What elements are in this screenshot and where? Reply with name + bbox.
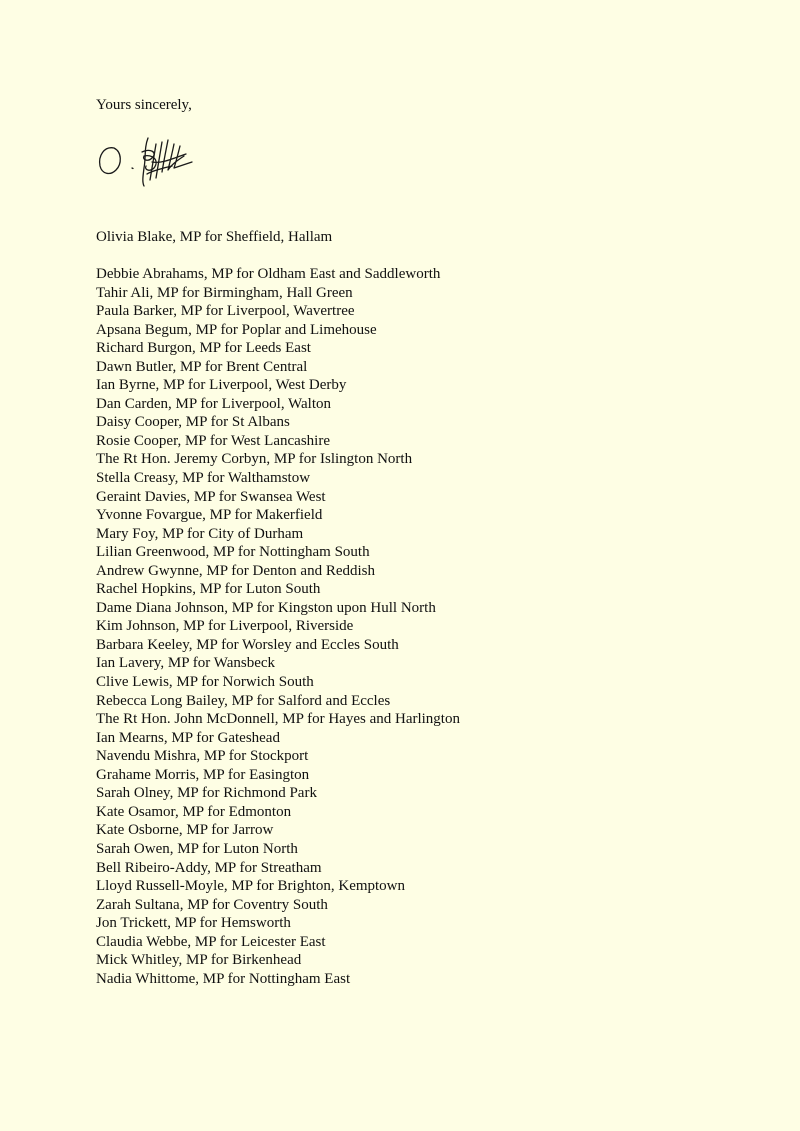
signatory-item: Geraint Davies, MP for Swansea West [96, 488, 326, 505]
signatory-item: Grahame Morris, MP for Easington [96, 766, 310, 783]
signatory-item: Rebecca Long Bailey, MP for Salford and Eccles [96, 692, 391, 709]
signatory-item: The Rt Hon. Jeremy Corbyn, MP for Islington North [96, 451, 413, 468]
signatory-item: Yvonne Fovargue, MP for Makerfield [96, 507, 323, 524]
signatory-item: Kim Johnson, MP for Liverpool, Riverside [96, 618, 354, 635]
signatory-item: Barbara Keeley, MP for Worsley and Eccles South [96, 636, 399, 653]
signatory-item: Rosie Cooper, MP for West Lancashire [96, 432, 330, 449]
signatory-item: Mick Whitley, MP for Birkenhead [96, 952, 302, 969]
signatory-item: Zarah Sultana, MP for Coventry South [96, 896, 328, 913]
signatory-item: Ian Lavery, MP for Wansbeck [96, 655, 276, 672]
signatory-item: Debbie Abrahams, MP for Oldham East and Saddleworth [96, 266, 441, 282]
signatory-item: Clive Lewis, MP for Norwich South [96, 674, 314, 691]
signatory-item: Lilian Greenwood, MP for Nottingham South [96, 544, 370, 561]
signatory-item: Daisy Cooper, MP for St Albans [96, 414, 290, 431]
signatory-item: Sarah Owen, MP for Luton North [96, 840, 298, 857]
signatory-item: Rachel Hopkins, MP for Luton South [96, 581, 321, 598]
signatory-item: Stella Creasy, MP for Walthamstow [96, 470, 311, 487]
signatory-item: Lloyd Russell-Moyle, MP for Brighton, Kemptown [96, 878, 406, 895]
signatory-item: Ian Mearns, MP for Gateshead [96, 729, 280, 746]
signatory-item: Claudia Webbe, MP for Leicester East [96, 933, 326, 950]
handwritten-signature [92, 134, 210, 192]
signatory-item: Sarah Olney, MP for Richmond Park [96, 785, 317, 802]
signatory-item: Nadia Whittome, MP for Nottingham East [96, 970, 351, 987]
signatory-item: Kate Osborne, MP for Jarrow [96, 822, 274, 839]
signatory-item: Dawn Butler, MP for Brent Central [96, 358, 308, 375]
signatory-item: Tahir Ali, MP for Birmingham, Hall Green [96, 284, 353, 301]
signatory-item: The Rt Hon. John McDonnell, MP for Hayes and Harlington [96, 711, 460, 728]
signatory-item: Dame Diana Johnson, MP for Kingston upon Hull North [96, 599, 436, 616]
signatory-item: Jon Trickett, MP for Hemsworth [96, 915, 291, 932]
signatory-item: Richard Burgon, MP for Leeds East [96, 340, 311, 357]
signatory-item: Andrew Gwynne, MP for Denton and Reddish [96, 562, 375, 579]
signatory-item: Ian Byrne, MP for Liverpool, West Derby [96, 377, 347, 394]
signatory-item: Mary Foy, MP for City of Durham [96, 525, 304, 542]
signatory-item: Kate Osamor, MP for Edmonton [96, 803, 292, 820]
signatory-item: Paula Barker, MP for Liverpool, Wavertree [96, 303, 355, 320]
closing-text: Yours sincerely, [96, 97, 192, 113]
signatory-item: Bell Ribeiro-Addy, MP for Streatham [96, 859, 322, 876]
signer-name: Olivia Blake, MP for Sheffield, Hallam [96, 229, 333, 245]
signatory-item: Apsana Begum, MP for Poplar and Limehouse [96, 321, 377, 338]
signatories-list [96, 265, 460, 988]
signatory-item: Navendu Mishra, MP for Stockport [96, 748, 309, 765]
signatory-item: Dan Carden, MP for Liverpool, Walton [96, 395, 331, 412]
